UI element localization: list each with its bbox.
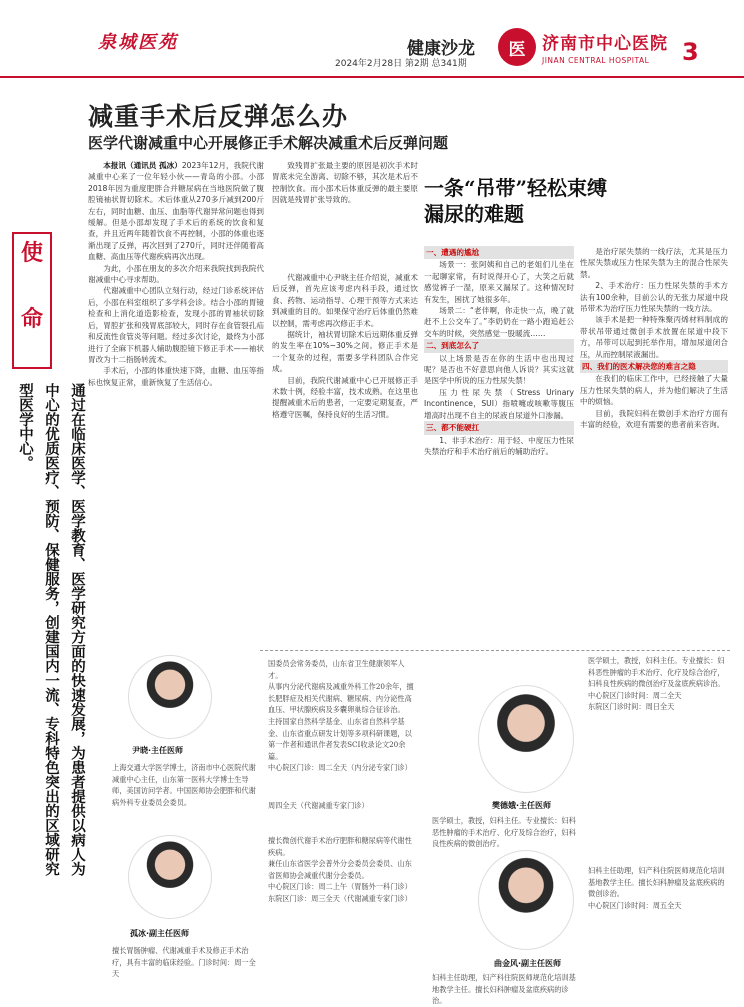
bio-line: 中心院区门诊：周二上午（胃肠外一科门诊） xyxy=(268,882,412,892)
bio-line: 从事内分泌代谢病及减重外科工作20余年，擅长肥胖症及相关代谢病、糖尿病、内分泌性高血压、甲状腺疾病及多囊卵巢综合征诊治。 xyxy=(268,682,414,715)
doctor-photo xyxy=(478,685,574,793)
bio-line: 主持国家自然科学基金、山东省自然科学基金、山东省重点研发计划等多项科研课题，以第一作者和通讯作者发表SCI收录论文20余篇。 xyxy=(268,716,412,761)
bio-line: 东院区门诊：周三全天（代谢减重专家门诊） xyxy=(268,893,412,903)
doctor-clinic: 周四全天（代谢减重专家门诊） xyxy=(268,801,369,810)
article2-paragraph: 目前，我院妇科在微创手术治疗方面有丰富的经验，欢迎有需要的患者前来咨询。 xyxy=(580,408,728,430)
article1-paragraph: 目前，我院代谢减重中心已开展修正手术数十例，经验丰富，技术成熟。在这里也提醒减重术后的患者，一定要定期复查，严格遵守医嘱，保持良好的生活习惯。 xyxy=(272,375,418,419)
byline: 本报讯（通讯员 孤冰） xyxy=(103,161,182,170)
article1-subheadline: 医学代谢减重中心开展修正手术解决减重术后反弹问题 xyxy=(88,134,449,152)
article1-paragraph: 致残胃扩张最主要的原因是初次手术时胃底未完全游离、切除不够，其次是术后不控制饮食。而小邵术后体重反弹的最主要原因就是残胃扩张导致的。 xyxy=(272,161,418,205)
mission-label-box xyxy=(12,232,52,369)
hospital-logo xyxy=(498,28,668,66)
article2-paragraph: 压力性尿失禁（Stress Urinary Incontinence，SUI）指喷嚏或咳嗽等腹压增高时出现不自主的尿液自尿道外口渗漏。 xyxy=(424,387,574,420)
bio-line: 妇科主任助理，妇产科住院医师规范化培训基地教学主任。擅长妇科肿瘤及盆底疾病的微创诊治。 xyxy=(588,866,725,899)
bio-line: 兼任山东省医学会普外分会委员会委员、山东省医师协会减重代谢分会委员。 xyxy=(268,859,412,880)
article2-subheading: 三、都不能硬扛 xyxy=(424,421,574,434)
article2-headline: 一条“吊带”轻松束缚漏尿的难题 xyxy=(424,176,608,226)
article1-paragraph: 手术后，小邵的体重快速下降，血糖、血压等指标也恢复正常，重新恢复了生活信心。 xyxy=(88,366,264,387)
hospital-name-cn: 济南市中心医院 xyxy=(542,34,668,54)
article2-paragraph: 在我们的临床工作中，已经接触了大量压力性尿失禁的病人，并为他们解决了生活中的烦恼。 xyxy=(580,374,728,407)
hospital-emblem-icon: 医 xyxy=(498,28,536,66)
section-title: 健康沙龙 xyxy=(407,39,475,59)
doctor-photo xyxy=(478,850,574,950)
article1-paragraph: 2023年12月，我院代谢减重中心来了一位年轻小伙——青岛的小邵。小邵2018年因为重度肥胖合并糖尿病在当地医院做了腹腔镜袖状胃切除术。术后体重从270多斤减到200斤左右，同时血糖、血压、血脂等代谢异常问题也得到缓解。但是小邵却发现了手术后的系统的饮食和复查，并且近两年随着饮食不再控制，小邵的体重也逐渐出现了反弹，再次回到了270斤，同时还伴随着高血糖、高血压等代谢疾病再次出现。 xyxy=(88,161,264,262)
article2-paragraph: 场景二：“老伴啊，你走快一点，晚了就赶不上公交车了。”李奶奶在一路小跑追赶公交车的时候，突然感觉一股暖流…… xyxy=(424,306,574,338)
doctor-bio-detail xyxy=(268,835,418,985)
section-divider xyxy=(260,650,730,651)
bio-line: 中心院区门诊：周二全天（内分泌专家门诊） xyxy=(268,763,412,773)
mission-label-char2: 命 xyxy=(20,306,43,332)
article2-paragraph: 以上场景是否在你的生活中也出现过呢？是否也不好意思向他人诉说？其实这就是医学中所说的压力性尿失禁！ xyxy=(424,353,574,386)
mission-label-char1: 使 xyxy=(20,240,43,266)
article1-paragraph: 代谢减重中心尹晓主任介绍说，减重术后反弹，首先应该考虑内科手段，通过饮食、药物、运动指导、心理干预等方式来达到减重的目的。如果保守治疗后体重仍然难以控制，需考虑再次修正手术。 xyxy=(272,273,418,328)
bio-line: 东院区门诊时间：周日全天 xyxy=(588,702,675,712)
article1-column2-top xyxy=(272,160,418,270)
article2-paragraph: 场景一：张阿姨和自己的老姐们儿坐在一起聊家常，有时说得开心了，大笑之后就感觉裤子一湿，原来又漏尿了。这种情况时有发生，困扰了她很多年。 xyxy=(424,260,574,304)
article2-paragraph: 2、手术治疗：压力性尿失禁的手术方法有100余种，目前公认的无张力尿道中段吊带术为治疗压力性尿失禁的一线方法。 xyxy=(580,281,728,314)
hospital-name-en: JINAN CENTRAL HOSPITAL xyxy=(542,56,650,65)
newspaper-brand: 泉城医苑 xyxy=(98,32,178,53)
doctor-name: 孤冰·副主任医师 xyxy=(130,929,190,938)
issue-dateline: 2024年2月28日 第2期 总341期 xyxy=(335,59,467,69)
article2-subheading: 一、遭遇的尴尬 xyxy=(424,246,574,259)
doctor-name: 尹晓·主任医师 xyxy=(132,746,184,755)
doctor-bio-detail xyxy=(268,658,418,798)
bio-line: 中心院区门诊时间：周二全天 xyxy=(588,690,682,700)
article2-subheading: 二、到底怎么了 xyxy=(424,339,574,352)
article1-column2 xyxy=(272,272,418,642)
bio-line: 擅长微创代谢手术治疗肥胖和糖尿病等代谢性疾病。 xyxy=(268,836,412,857)
article2-paragraph: 该手术是把一种特殊聚丙烯材料制成的带状吊带通过微创手术放置在尿道中段下方，吊带可以起到托举作用，增加尿道闭合压，从而控制尿液漏出。 xyxy=(580,315,728,359)
doctor-bio: 上海交通大学医学博士，济南市中心医院代谢减重中心主任，山东第一医科大学博士生导师，美国访问学者。中国医师协会肥胖和代谢病外科专业委员会委员。 xyxy=(112,763,256,807)
bio-line: 医学硕士，教授，妇科主任。专业擅长：妇科恶性肿瘤的手术治疗、化疗及综合治疗，妇科良性疾病的微创治疗及盆底疾病诊治。 xyxy=(588,656,725,689)
article2-subheading: 四、我们的医术解决您的难言之隐 xyxy=(580,360,728,373)
bio-line: 中心院区门诊时间：周五全天 xyxy=(588,900,682,910)
article1-column1 xyxy=(88,160,264,642)
doctor-name: 樊德娥·主任医师 xyxy=(492,801,552,810)
mission-statement: 通过在临床医学、医学教育、医学研究方面的快速发展，为患者提供以病人为中心的优质医疗、预防、保健服务，创建国内一流、专科特色突出的区域研究型医学中心。 xyxy=(17,383,85,876)
article2-column1 xyxy=(424,246,574,636)
article2-paragraph: 是治疗尿失禁的一线疗法，尤其是压力性尿失禁或压力性尿失禁为主的混合性尿失禁。 xyxy=(580,247,728,279)
article1-headline: 减重手术后反弹怎么办 xyxy=(88,102,349,131)
doctor-bio: 擅长胃肠肿瘤、代谢减重手术及修正手术治疗，具有丰富的临床经验。门诊时间：周一全天 xyxy=(112,946,256,979)
doctor-photo xyxy=(128,835,212,919)
doctor-photo xyxy=(128,655,212,739)
article2-paragraph: 1、非手术治疗：用于轻、中度压力性尿失禁治疗和手术治疗前后的辅助治疗。 xyxy=(424,435,574,456)
bio-line: 国委员会常务委员，山东省卫生健康领军人才。 xyxy=(268,659,405,680)
article2-column2 xyxy=(580,246,728,636)
doctor-bio: 妇科主任助理，妇产科住院医师规范化培训基地教学主任。擅长妇科肿瘤及盆底疾病的诊治。 xyxy=(432,973,576,1006)
doctor-bio: 医学硕士，教授，妇科主任。专业擅长：妇科恶性肿瘤的手术治疗、化疗及综合治疗，妇科良性疾病的微创治疗。 xyxy=(432,816,576,849)
article1-paragraph: 为此，小邵在朋友的多次介绍来我院找到我院代谢减重中心寻求帮助。 xyxy=(88,263,264,285)
doctor-name: 曲金风·副主任医师 xyxy=(494,959,562,968)
article1-paragraph: 据统计，袖状胃切除术后远期体重反弹的发生率在10%~30%之间。修正手术是一个复杂的过程，需要多学科团队合作完成。 xyxy=(272,330,418,374)
doctor-bio-detail xyxy=(588,865,730,985)
page-number: 3 xyxy=(682,38,699,66)
header-divider xyxy=(0,76,744,78)
article1-paragraph: 代谢减重中心团队立刻行动，经过门诊系统评估后，小邵在科室组织了多学科会诊。结合小邵的胃镜检查和上消化道造影检查，发现小邵的胃袖状切除后，胃腔扩张和残胃底部较大，同时存在食管裂孔疝和反流性食管炎等问题。经过多次讨论，最终为小邵进行了全麻下机器人辅助腹腔镜下修正手术——袖状胃改为十二指肠转流术。 xyxy=(88,286,264,364)
doctor-bio-detail xyxy=(588,655,730,855)
